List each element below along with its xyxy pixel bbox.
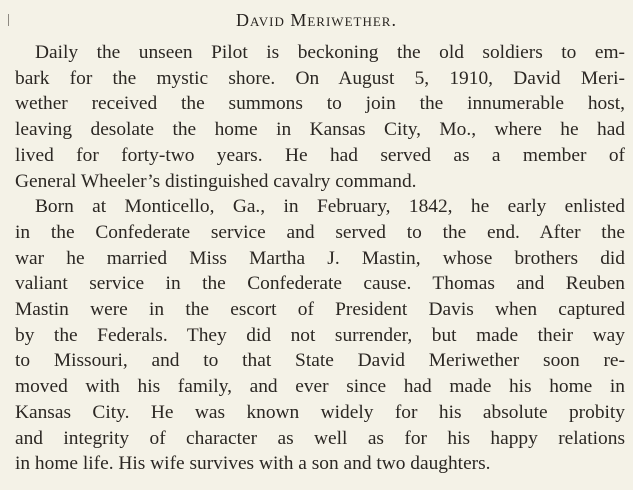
- text-line: leaving desolate the home in Kansas City, Mo., where he had: [15, 119, 625, 141]
- paragraph-2: [15, 194, 625, 477]
- article-body: [15, 40, 625, 477]
- text-line: Mastin were in the escort of President Davis when captured: [15, 299, 625, 321]
- text-line: bark for the mystic shore. On August 5, 1910, David Meri-: [15, 67, 625, 89]
- text-line: General Wheeler’s distinguished cavalry command.: [15, 170, 417, 192]
- text-line: and integrity of character as well as for his happy relations: [15, 427, 625, 449]
- paragraph-1: [15, 40, 625, 194]
- article-title: David Meriwether.: [236, 10, 397, 30]
- text-line: lived for forty-two years. He had served as a member of: [15, 144, 625, 166]
- text-line: moved with his family, and ever since had made his home in: [15, 376, 625, 398]
- text-line: Born at Monticello, Ga., in February, 1842, he early enlisted: [35, 196, 625, 218]
- text-line: Kansas City. He was known widely for his absolute probity: [15, 401, 625, 423]
- text-line: wether received the summons to join the innumerable host,: [15, 93, 625, 115]
- text-line: Daily the unseen Pilot is beckoning the old soldiers to em-: [35, 42, 625, 63]
- text-line: to Missouri, and to that State David Meriwether soon re-: [15, 350, 625, 372]
- text-line: in the Confederate service and served to the end. After the: [15, 221, 625, 243]
- text-line: by the Federals. They did not surrender, but made their way: [15, 324, 625, 346]
- text-line: valiant service in the Confederate cause. Thomas and Reuben: [15, 273, 625, 295]
- text-line: in home life. His wife survives with a son and two daughters.: [15, 453, 491, 475]
- text-line: war he married Miss Martha J. Mastin, whose brothers did: [15, 247, 625, 269]
